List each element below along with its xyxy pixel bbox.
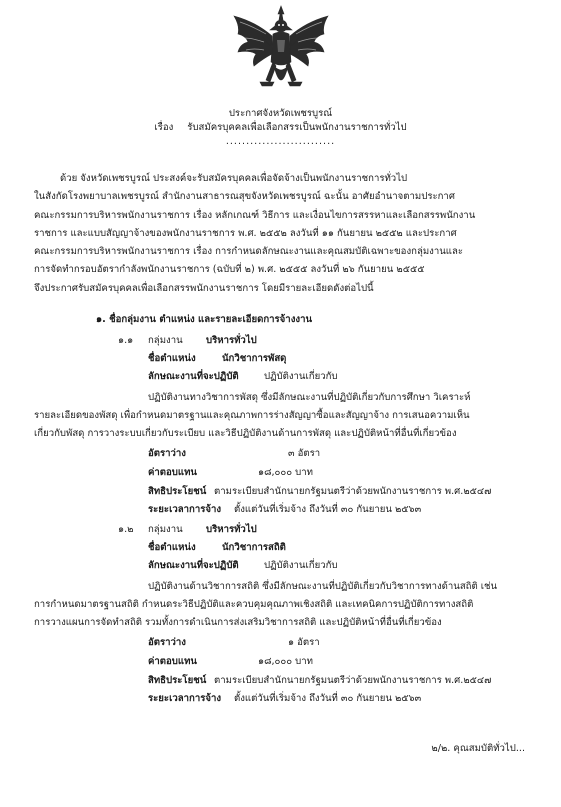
benefit-label: สิทธิประโยชน์ <box>148 675 207 686</box>
announcement-title: ประกาศจังหวัดเพชรบูรณ์ <box>228 108 333 119</box>
description-line: การวางแผนการจัดทำสถิติ รวมทั้งการดำเนินการส่งเสริมวิชาการสถิติ และปฏิบัติหน้าที่อื่นที่เกี่ยวข้อง <box>34 617 442 628</box>
description-line: การกำหนดมาตรฐานสถิติ กำหนดระวิธีปฏิบัติและควบคุมคุณภาพเชิงสถิติ และเทคนิคการปฏิบัติการทางสถิติ <box>34 599 474 610</box>
announcement-subject <box>0 122 561 135</box>
group-label: กลุ่มงาน <box>148 524 183 535</box>
intro-line: ราชการ และแบบสัญญาจ้างของพนักงานราชการ พ.ศ. ๒๕๕๒ ลงวันที่ ๑๑ กันยายน ๒๕๕๒ และประกาศ <box>34 227 457 239</box>
title-label: ชื่อตำแหน่ง <box>148 353 196 364</box>
intro-line: คณะกรรมการบริหารพนักงานราชการ เรื่อง หลักเกณฑ์ วิธีการ และเงื่อนไขการสรรหาและเลือกสรรพนักงาน <box>34 209 476 221</box>
vacancy-label: อัตราว่าง <box>148 637 186 648</box>
pay-value: ๑๘,๐๐๐ บาท <box>258 467 313 478</box>
intro-line: จึงประกาศรับสมัครบุคคลเพื่อเลือกสรรพนักงานราชการ โดยมีรายละเอียดดังต่อไปนี้ <box>34 282 374 294</box>
description-line: ปฏิบัติงานทางวิชาการพัสดุ ซึ่งมีลักษณะงานที่ปฏิบัติเกี่ยวกับการศึกษา วิเคราะห์ <box>148 392 471 403</box>
nature-label: ลักษณะงานที่จะปฏิบัติ <box>148 371 239 382</box>
position-title: นักวิชาการสถิติ <box>222 542 286 553</box>
intro-line: การจัดทำกรอบอัตรากำลังพนักงานราชการ (ฉบับที่ ๒) พ.ศ. ๒๕๕๕ ลงวันที่ ๒๖ กันยายน ๒๕๕๕ <box>34 264 425 276</box>
subject-text: รับสมัครบุคคลเพื่อเลือกสรรเป็นพนักงานราชการทั่วไป <box>187 122 407 133</box>
period-value: ตั้งแต่วันที่เริ่มจ้าง ถึงวันที่ ๓๐ กันยายน ๒๕๖๓ <box>234 504 422 515</box>
nature-label: ลักษณะงานที่จะปฏิบัติ <box>148 560 239 571</box>
intro-line: ในสังกัดโรงพยาบาลเพชรบูรณ์ สำนักงานสาธารณสุขจังหวัดเพชรบูรณ์ ฉะนั้น อาศัยอำนาจตามประกาศ <box>34 191 455 203</box>
period-label: ระยะเวลาการจ้าง <box>148 504 222 515</box>
vacancy-value: ๓ อัตรา <box>288 448 321 459</box>
intro-line: คณะกรรมการบริหารพนักงานราชการ เรื่อง การกำหนดลักษณะงานและคุณสมบัติเฉพาะของกลุ่มงานและ <box>34 246 463 258</box>
description-line: รายละเอียดของพัสดุ เพื่อกำหนดมาตรฐานและคุณภาพการร่างสัญญาซื้อและสัญญาจ้าง การเสนอความเห็น <box>34 410 470 421</box>
continuation-note: ๒/๒. คุณสมบัติทั่วไป... <box>431 743 525 754</box>
section-heading: ๑. ชื่อกลุ่มงาน ตำแหน่ง และรายละเอียดการจ้างงาน <box>96 314 313 325</box>
nature-value: ปฏิบัติงานเกี่ยวกับ <box>264 371 338 382</box>
intro-line: ด้วย จังหวัดเพชรบูรณ์ ประสงค์จะรับสมัครบุคคลเพื่อจัดจ้างเป็นพนักงานราชการทั่วไป <box>60 173 408 184</box>
description-line: ปฏิบัติงานด้านวิชาการสถิติ ซึ่งมีลักษณะงานที่ปฏิบัติเกี่ยวกับวิชาการทางด้านสถิติ เช่น <box>148 581 498 592</box>
title-label: ชื่อตำแหน่ง <box>148 542 196 553</box>
pay-label: ค่าตอบแทน <box>148 467 197 478</box>
benefit-value: ตามระเบียบสำนักนายกรัฐมนตรีว่าด้วยพนักงานราชการ พ.ศ.๒๕๔๗ <box>214 486 492 497</box>
position-title: นักวิชาการพัสดุ <box>222 353 287 364</box>
benefit-label: สิทธิประโยชน์ <box>148 486 207 497</box>
period-value: ตั้งแต่วันที่เริ่มจ้าง ถึงวันที่ ๓๐ กันยายน ๒๕๖๓ <box>234 693 422 704</box>
intro-paragraph <box>34 173 534 301</box>
position-number: ๑.๑ <box>118 335 134 346</box>
vacancy-label: อัตราว่าง <box>148 448 186 459</box>
subject-label: เรื่อง <box>154 122 174 133</box>
position-number: ๑.๒ <box>118 524 134 535</box>
benefit-value: ตามระเบียบสำนักนายกรัฐมนตรีว่าด้วยพนักงานราชการ พ.ศ.๒๕๔๗ <box>214 675 492 686</box>
separator: ........................... <box>225 136 336 147</box>
description-line: เกี่ยวกับพัสดุ การวางระบบเกี่ยวกับระเบียบ และวิธีปฏิบัติงานด้านการพัสดุ และปฏิบัติหน้าที่อื่นที่เกี่ยวข้อง <box>34 428 457 439</box>
group-value: บริหารทั่วไป <box>206 335 257 346</box>
nature-value: ปฏิบัติงานเกี่ยวกับ <box>264 560 338 571</box>
pay-label: ค่าตอบแทน <box>148 656 197 667</box>
period-label: ระยะเวลาการจ้าง <box>148 693 222 704</box>
garuda-emblem-icon <box>226 4 336 100</box>
pay-value: ๑๘,๐๐๐ บาท <box>258 656 313 667</box>
group-label: กลุ่มงาน <box>148 335 183 346</box>
vacancy-value: ๑ อัตรา <box>288 637 320 648</box>
group-value: บริหารทั่วไป <box>206 524 257 535</box>
